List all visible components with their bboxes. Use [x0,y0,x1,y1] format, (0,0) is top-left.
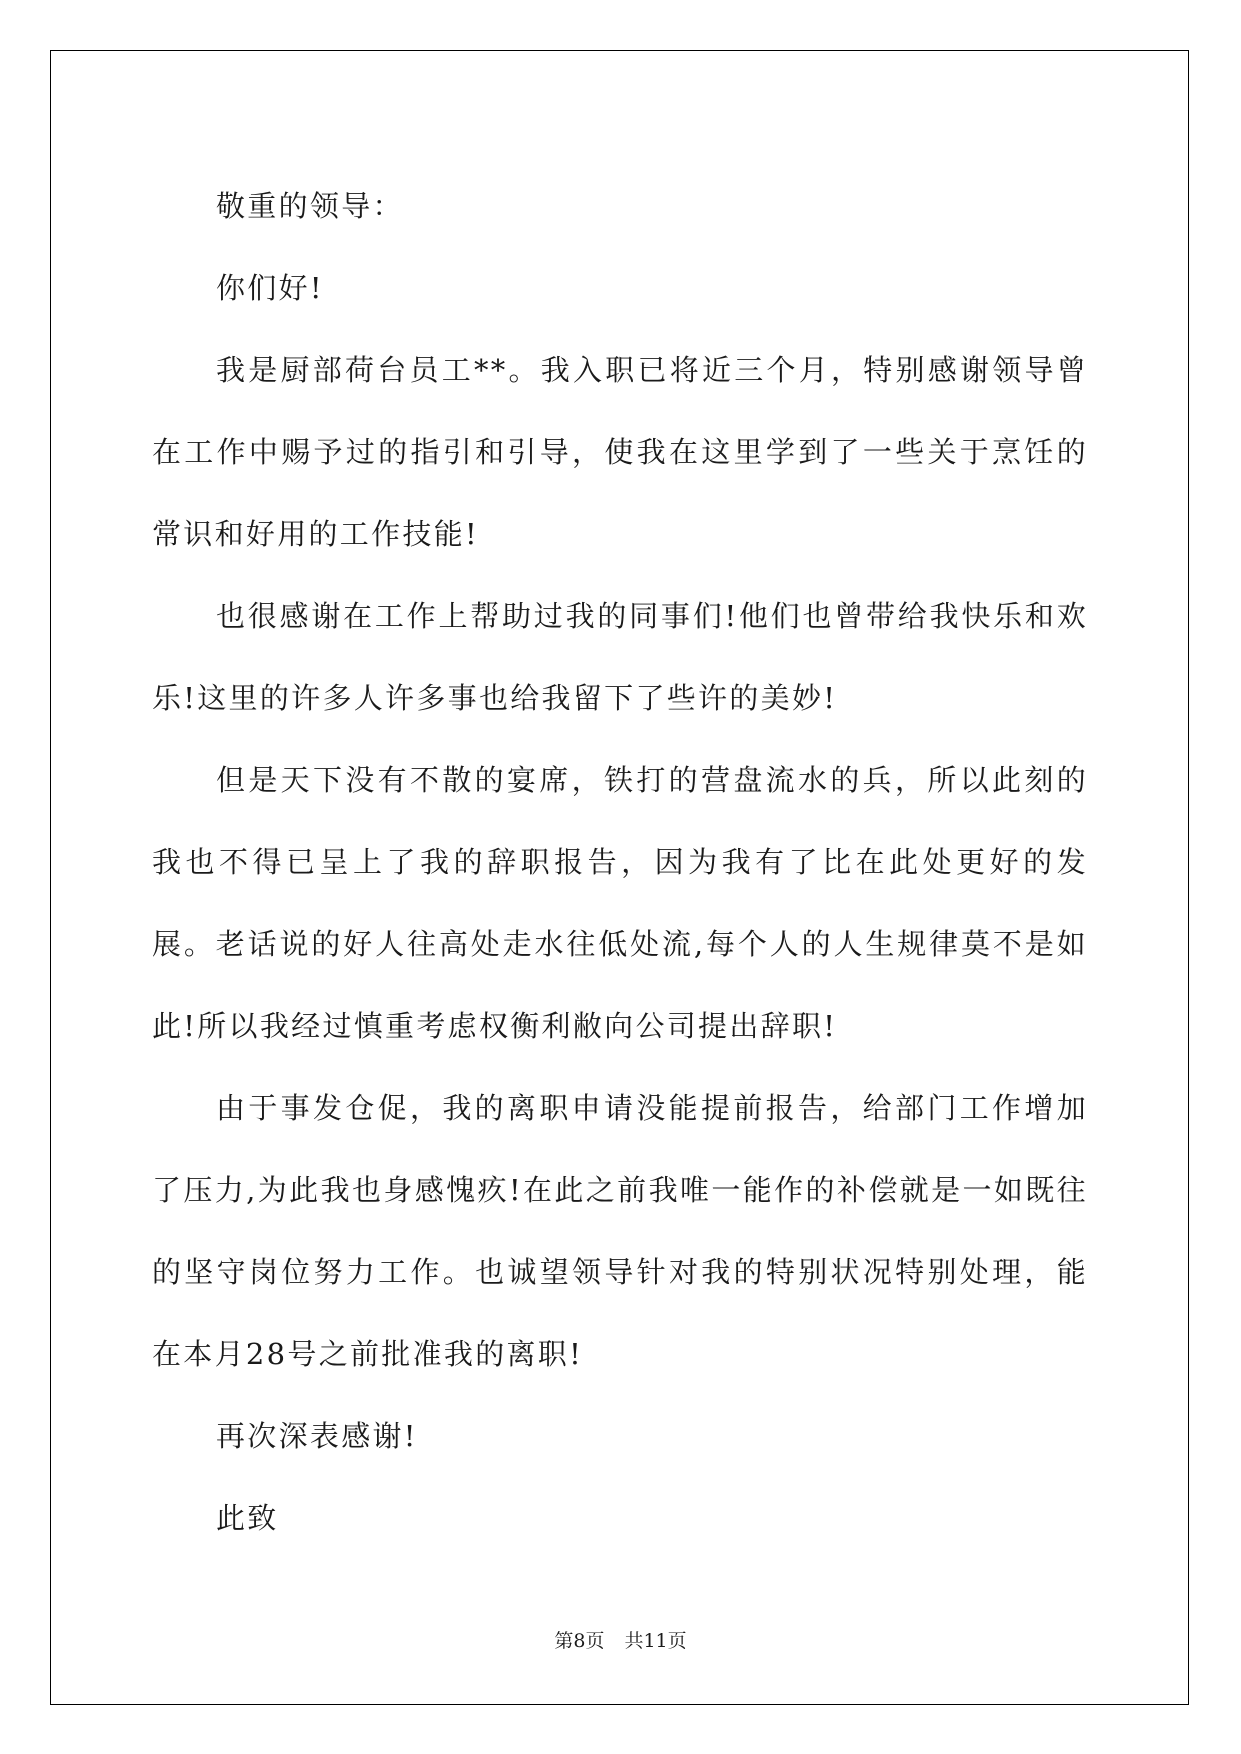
page-footer [0,1626,1241,1653]
paragraph: 我是厨部荷台员工**。我入职已将近三个月，特别感谢领导曾在工作中赐予过的指引和引导，使我在这里学到了一些关于烹饪的常识和好用的工作技能! [152,353,1088,551]
paragraph: 此致 [216,1501,279,1535]
paragraph: 也很感谢在工作上帮助过我的同事们!他们也曾带给我快乐和欢乐!这里的许多人许多事也给我留下了些许的美妙! [152,599,1088,715]
salutation: 敬重的领导： [216,189,404,223]
page-number: 第8页 [554,1630,605,1652]
greeting: 你们好! [216,271,324,305]
paragraph: 由于事发仓促，我的离职申请没能提前报告，给部门工作增加了压力,为此我也身感愧疚!在此之前我唯一能作的补偿就是一如既往的坚守岗位努力工作。也诚望领导针对我的特别状况特别处理，能在本月28号之前批准我的离职! [152,1091,1088,1371]
paragraph: 但是天下没有不散的宴席，铁打的营盘流水的兵，所以此刻的我也不得已呈上了我的辞职报告，因为我有了比在此处更好的发展。老话说的好人往高处走水往低处流,每个人的人生规律莫不是如此!所以我经过慎重考虑权衡利敝向公司提出辞职! [152,763,1088,1043]
paragraph: 再次深表感谢! [216,1419,418,1453]
total-pages: 共11页 [624,1630,687,1652]
letter-body [152,165,1088,1559]
